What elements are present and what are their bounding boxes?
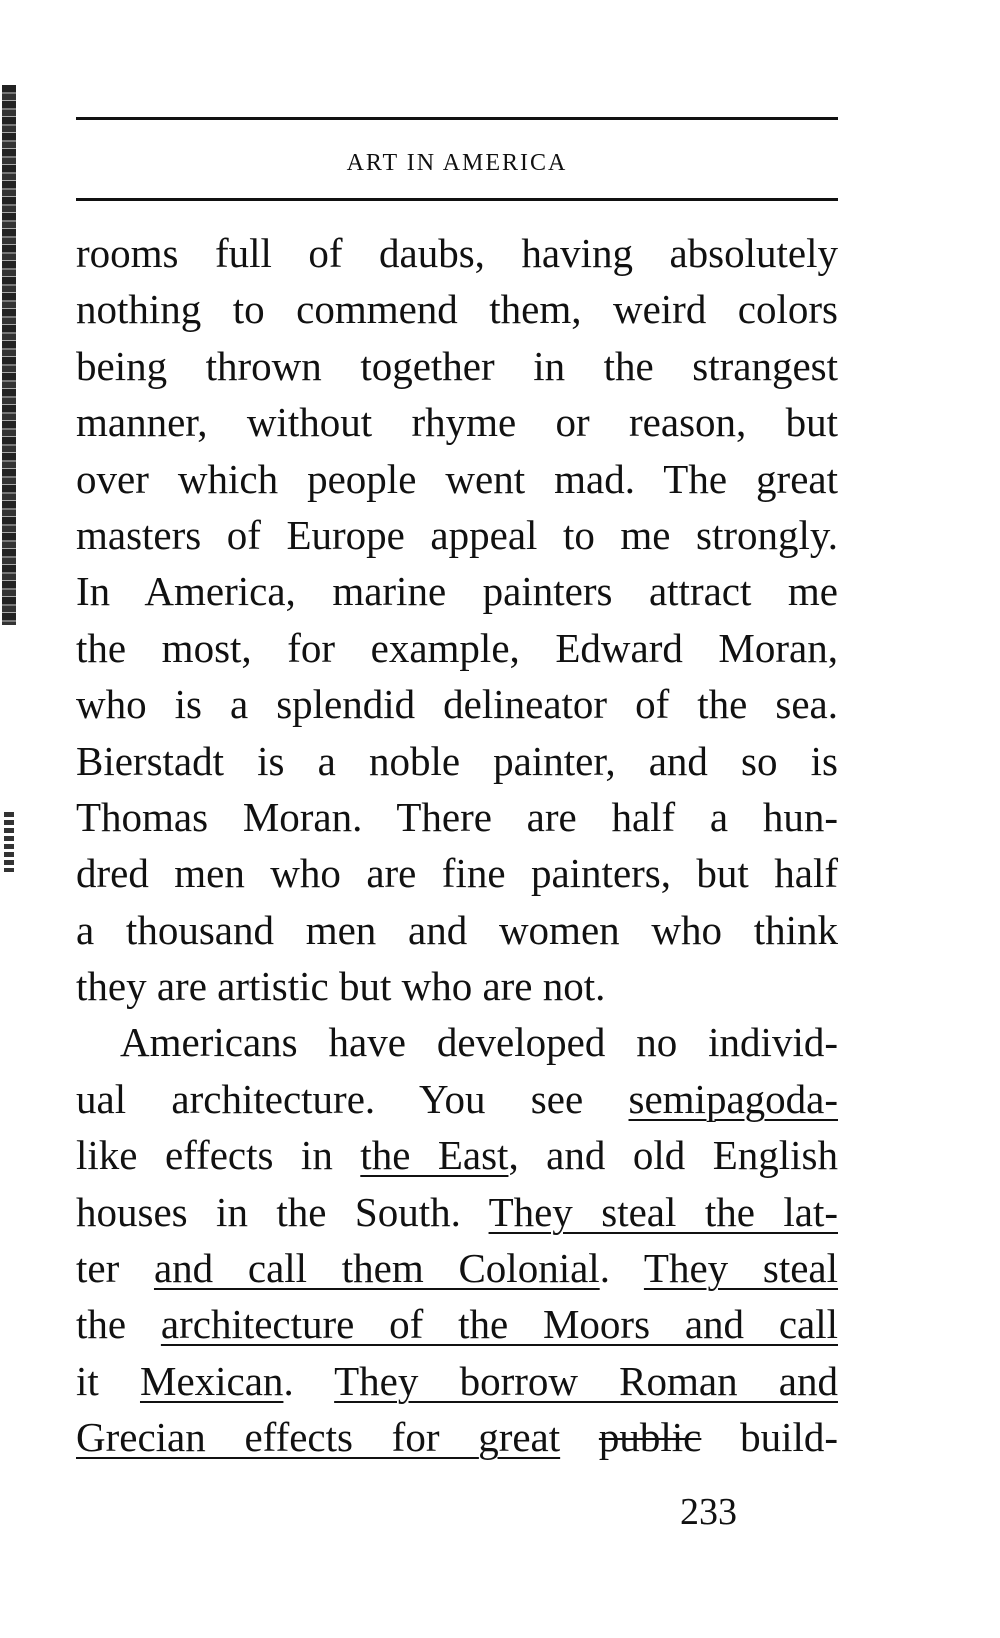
text-line: manner, without rhyme or reason, but xyxy=(76,399,838,446)
binding-edge xyxy=(2,85,16,625)
text-line: Thomas Moran. There are half a hun- xyxy=(76,793,838,840)
text-line: they are artistic but who are not. xyxy=(76,963,606,1010)
text-line: over which people went mad. The great xyxy=(76,455,838,502)
text-run: houses in the South. xyxy=(76,1188,489,1235)
text-line: dred men who are fine painters, but half xyxy=(76,850,838,897)
text-line xyxy=(76,1353,838,1409)
text-line: Bierstadt is a noble painter, and so is xyxy=(76,737,838,784)
pencil-underline: They borrow Roman and xyxy=(334,1357,838,1404)
text-line xyxy=(76,1071,838,1127)
text-line xyxy=(76,1184,838,1240)
pencil-underline: Mexican xyxy=(139,1357,284,1404)
pencil-underline: great xyxy=(478,1414,561,1461)
page-body xyxy=(76,225,838,1466)
pencil-underline: semipagoda- xyxy=(628,1075,838,1122)
text-run: . xyxy=(599,1245,644,1292)
text-line xyxy=(76,1409,838,1465)
text-line: In America, marine painters attract me xyxy=(76,568,838,615)
paragraph-1 xyxy=(76,225,838,1014)
text-line: a thousand men and women who think xyxy=(76,906,838,953)
text-line: rooms full of daubs, having absolutely xyxy=(76,230,838,276)
text-line: Americans have developed no individ- xyxy=(120,1019,838,1066)
text-run: it xyxy=(76,1357,140,1404)
text-run: build- xyxy=(701,1414,839,1461)
running-head: ART IN AMERICA xyxy=(346,150,568,176)
text-run: ter xyxy=(76,1245,120,1292)
text-line: nothing to commend them, weird colors xyxy=(76,286,838,333)
pencil-strikethrough: public xyxy=(598,1414,702,1461)
text-run: . xyxy=(283,1357,335,1404)
text-run: , and old English xyxy=(508,1132,838,1179)
text-line: being thrown together in the strangest xyxy=(76,342,838,389)
header-rule-top xyxy=(76,117,838,120)
text-run: the xyxy=(76,1301,161,1348)
page-number: 233 xyxy=(680,1491,737,1533)
pencil-underline: the East xyxy=(360,1132,509,1179)
binding-mark xyxy=(4,812,14,872)
text-line: who is a splendid delineator of the sea. xyxy=(76,681,838,728)
text-run xyxy=(560,1414,599,1460)
pencil-underline: and call them Colonial xyxy=(153,1245,600,1292)
pencil-underline: architecture of the Moors and call xyxy=(160,1301,838,1348)
text-line xyxy=(76,1127,838,1183)
header-rule-bottom xyxy=(76,198,838,201)
paragraph-2 xyxy=(76,1014,838,1465)
text-run xyxy=(119,1245,154,1291)
pencil-underline: They steal xyxy=(643,1245,839,1292)
text-run: like effects in xyxy=(76,1132,361,1179)
text-line xyxy=(76,1296,838,1352)
text-line xyxy=(76,1240,838,1296)
text-run: ual architecture. You see xyxy=(76,1075,629,1122)
pencil-underline: Grecian effects for xyxy=(76,1414,479,1461)
text-line: masters of Europe appeal to me strongly. xyxy=(76,511,838,558)
text-line: the most, for example, Edward Moran, xyxy=(76,624,838,671)
pencil-underline: They steal the lat- xyxy=(488,1188,838,1235)
